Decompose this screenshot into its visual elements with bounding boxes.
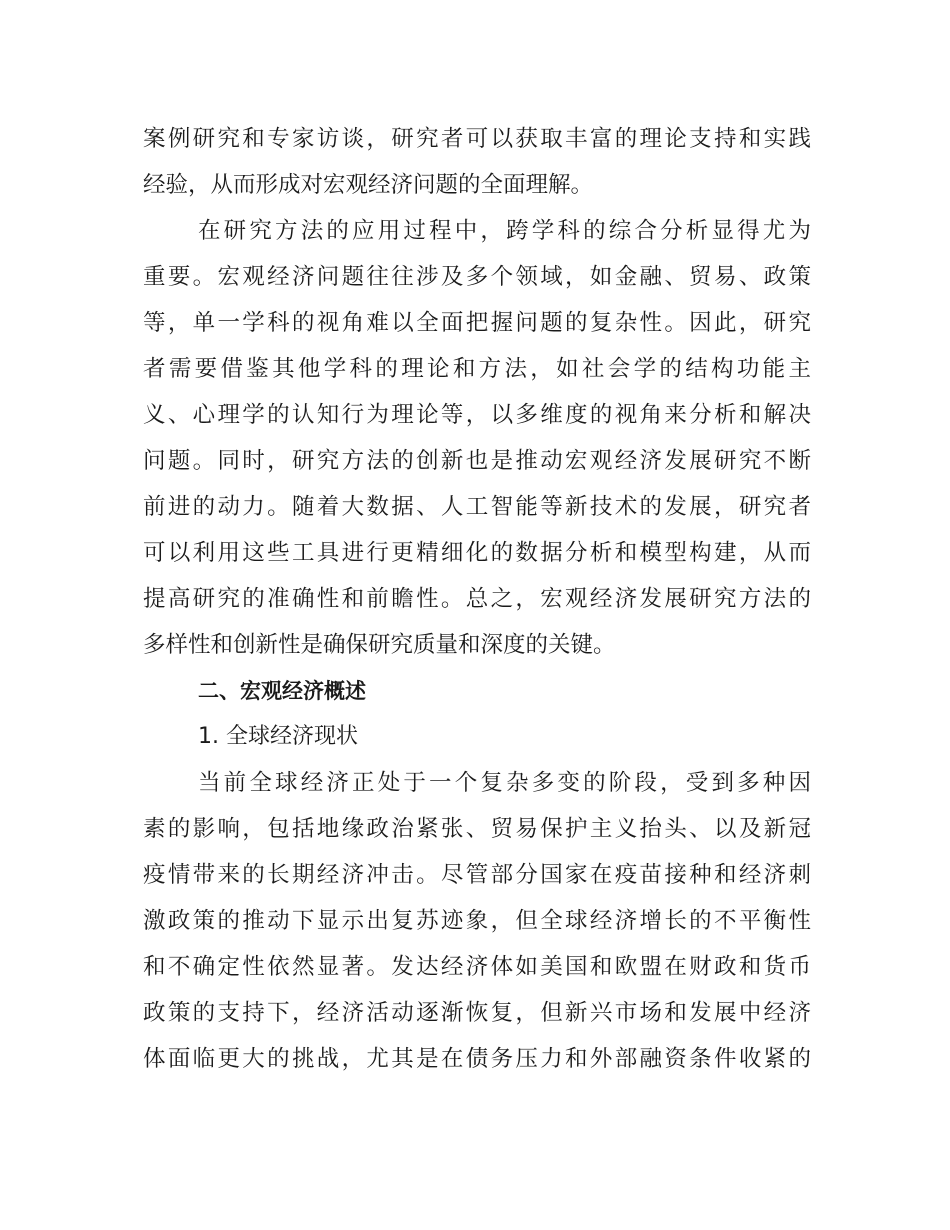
paragraph-line: 和不确定性依然显著。发达经济体如美国和欧盟在财政和货币 xyxy=(143,954,811,980)
paragraph-line: 义、心理学的认知行为理论等，以多维度的视角来分析和解决 xyxy=(143,402,811,428)
paragraph-line: 体面临更大的挑战，尤其是在债务压力和外部融资条件收紧的 xyxy=(143,1046,811,1072)
paragraph-interdisciplinary xyxy=(143,208,811,668)
paragraph-line: 案例研究和专家访谈，研究者可以获取丰富的理论支持和实践 xyxy=(143,126,811,152)
paragraph-line: 疫情带来的长期经济冲击。尽管部分国家在疫苗接种和经济刺 xyxy=(143,862,811,888)
paragraph-line: 重要。宏观经济问题往往涉及多个领域，如金融、贸易、政策 xyxy=(143,264,811,290)
paragraph-line: 政策的支持下，经济活动逐渐恢复，但新兴市场和发展中经济 xyxy=(143,1000,811,1026)
paragraph-line: 在研究方法的应用过程中，跨学科的综合分析显得尤为 xyxy=(198,218,811,244)
paragraph-line: 前进的动力。随着大数据、人工智能等新技术的发展，研究者 xyxy=(143,494,811,520)
paragraph-line: 当前全球经济正处于一个复杂多变的阶段，受到多种因 xyxy=(198,770,811,796)
paragraph-line: 多样性和创新性是确保研究质量和深度的关键。 xyxy=(143,632,616,658)
paragraph-line: 可以利用这些工具进行更精细化的数据分析和模型构建，从而 xyxy=(143,540,811,566)
paragraph-line: 提高研究的准确性和前瞻性。总之，宏观经济发展研究方法的 xyxy=(143,586,811,612)
paragraph-line: 激政策的推动下显示出复苏迹象，但全球经济增长的不平衡性 xyxy=(143,908,811,934)
paragraph-line: 问题。同时，研究方法的创新也是推动宏观经济发展研究不断 xyxy=(143,448,811,474)
paragraph-line: 经验，从而形成对宏观经济问题的全面理解。 xyxy=(143,172,594,198)
paragraph-global-economy xyxy=(143,760,811,1082)
subsection-heading: 1. 全球经济现状 xyxy=(198,724,358,749)
section-heading: 二、宏观经济概述 xyxy=(198,679,366,703)
paragraph-line: 素的影响，包括地缘政治紧张、贸易保护主义抬头、以及新冠 xyxy=(143,816,811,842)
paragraph-line: 者需要借鉴其他学科的理论和方法，如社会学的结构功能主 xyxy=(143,356,811,382)
paragraph-case-study xyxy=(143,116,811,208)
paragraph-line: 等，单一学科的视角难以全面把握问题的复杂性。因此，研究 xyxy=(143,310,811,336)
